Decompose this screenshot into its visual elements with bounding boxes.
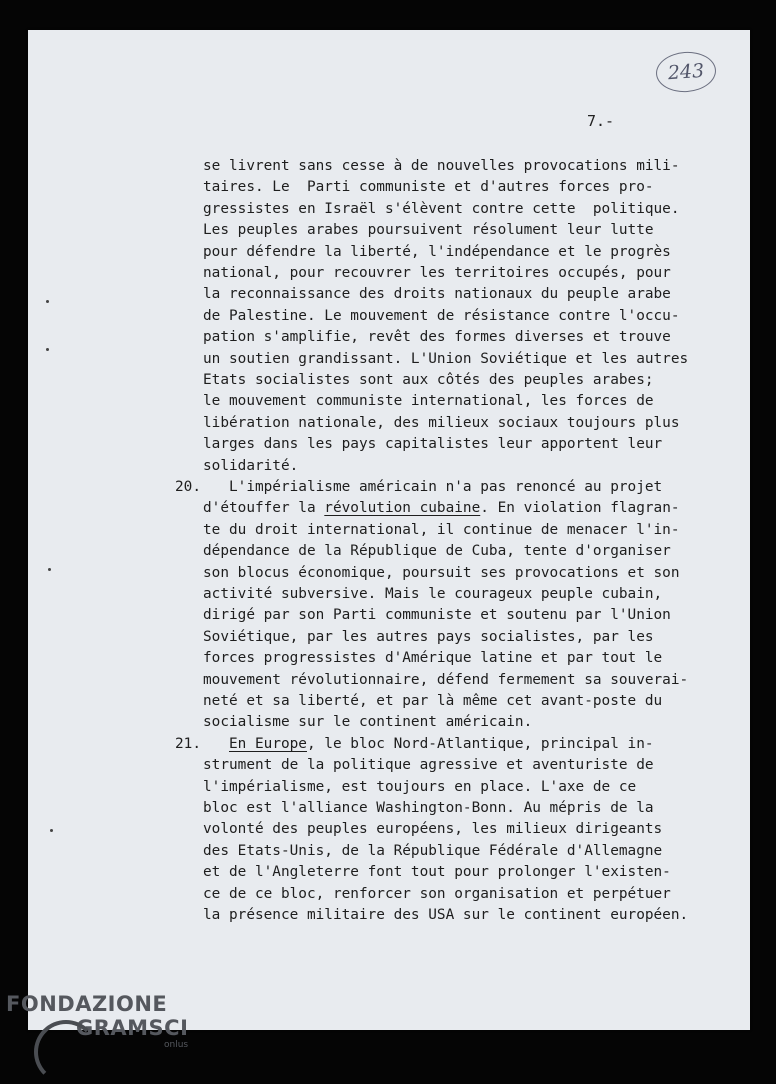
text-segment: pour défendre la liberté, l'indépendance et le progrès bbox=[203, 243, 671, 260]
text-line bbox=[203, 242, 671, 263]
text-segment: , le bloc Nord-Atlantique, principal in- bbox=[306, 735, 654, 752]
text-line bbox=[203, 905, 688, 926]
text-segment: et de l'Angleterre font tout pour prolonger l'existen- bbox=[203, 864, 671, 881]
text-line bbox=[203, 391, 654, 412]
text-line bbox=[203, 520, 680, 541]
text-segment: volonté des peuples européens, les milieux dirigeants bbox=[203, 821, 663, 838]
text-line bbox=[203, 734, 654, 755]
text-line bbox=[203, 284, 671, 305]
text-segment: L'impérialisme américain n'a pas renoncé au projet bbox=[203, 479, 663, 495]
text-segment: Etats socialistes sont aux côtés des peuples arabes; bbox=[203, 372, 654, 388]
text-line bbox=[203, 563, 680, 584]
paragraph-number: 21. bbox=[175, 735, 201, 752]
text-segment: son blocus économique, poursuit ses provocations et son bbox=[203, 564, 680, 581]
text-segment: te du droit international, il continue de menacer l'in- bbox=[203, 521, 680, 538]
text-line bbox=[203, 841, 662, 862]
text-line bbox=[203, 220, 654, 241]
text-line bbox=[203, 777, 636, 798]
margin-mark bbox=[46, 300, 49, 303]
text-line bbox=[203, 670, 688, 691]
text-line bbox=[203, 862, 671, 883]
watermark-line-3: onlus bbox=[164, 1040, 189, 1050]
text-segment: taires. Le Parti communiste et d'autres forces pro- bbox=[203, 179, 654, 196]
text-segment: se livrent sans cesse à de nouvelles provocations mili- bbox=[203, 158, 680, 174]
text-line bbox=[203, 156, 680, 177]
text-line bbox=[203, 712, 532, 733]
text-line bbox=[203, 584, 662, 605]
margin-mark bbox=[46, 348, 49, 351]
text-line bbox=[203, 349, 688, 370]
text-segment: un soutien grandissant. L'Union Soviétique et les autres bbox=[203, 350, 689, 367]
watermark-line-2: GRAMSCI bbox=[76, 1016, 189, 1040]
text-line bbox=[203, 177, 654, 198]
text-line bbox=[203, 627, 654, 648]
text-segment: des Etats-Unis, de la République Fédérale d'Allemagne bbox=[203, 842, 663, 859]
page-number: 7.- bbox=[587, 112, 615, 130]
paragraph-number: 20. bbox=[175, 479, 201, 495]
text-line bbox=[203, 498, 680, 519]
text-segment: libération nationale, des milieux sociaux toujours plus bbox=[203, 414, 680, 431]
text-segment: le mouvement communiste international, les forces de bbox=[203, 393, 654, 410]
text-segment: Soviétique, par les autres pays socialistes, par les bbox=[203, 628, 654, 645]
text-segment: de Palestine. Le mouvement de résistance contre l'occu- bbox=[203, 307, 680, 324]
text-segment: la présence militaire des USA sur le continent européen. bbox=[203, 907, 689, 923]
text-segment bbox=[203, 736, 229, 752]
archive-number-stamp: 243 bbox=[655, 50, 718, 94]
text-line bbox=[203, 413, 680, 434]
text-segment: la reconnaissance des droits nationaux du peuple arabe bbox=[203, 286, 671, 303]
watermark-logo-icon bbox=[34, 1020, 98, 1084]
text-line bbox=[203, 798, 654, 819]
text-segment: . En violation flagran- bbox=[480, 500, 680, 517]
underlined-phrase: En Europe bbox=[229, 735, 307, 752]
text-line bbox=[203, 370, 654, 391]
text-segment: larges dans les pays capitalistes leur apportent leur bbox=[203, 436, 663, 453]
margin-mark bbox=[50, 829, 53, 832]
watermark-line-1: FONDAZIONE bbox=[6, 992, 168, 1016]
text-segment: socialisme sur le continent américain. bbox=[203, 714, 533, 731]
text-segment: ce de ce bloc, renforcer son organisation et perpétuer bbox=[203, 885, 671, 902]
text-segment: activité subversive. Mais le courageux peuple cubain, bbox=[203, 586, 663, 602]
margin-mark bbox=[48, 568, 51, 571]
text-segment: dirigé par son Parti communiste et soutenu par l'Union bbox=[203, 607, 671, 624]
text-segment: l'impérialisme, est toujours en place. L'axe de ce bbox=[203, 778, 637, 795]
text-line bbox=[203, 541, 671, 562]
text-segment: d'étouffer la bbox=[203, 500, 325, 517]
text-segment: forces progressistes d'Amérique latine et par tout le bbox=[203, 650, 663, 667]
text-segment: mouvement révolutionnaire, défend fermement sa souverai- bbox=[203, 671, 689, 688]
text-segment: national, pour recouvrer les territoires occupés, pour bbox=[203, 265, 671, 281]
archive-watermark bbox=[6, 994, 188, 1050]
text-segment: dépendance de la République de Cuba, tente d'organiser bbox=[203, 543, 671, 560]
text-line bbox=[203, 819, 662, 840]
text-line bbox=[203, 263, 671, 284]
underlined-phrase: révolution cubaine bbox=[324, 500, 481, 517]
text-line bbox=[203, 327, 671, 348]
text-segment: strument de la politique agressive et aventuriste de bbox=[203, 757, 654, 774]
text-segment: pation s'amplifie, revêt des formes diverses et trouve bbox=[203, 329, 671, 346]
text-line bbox=[203, 648, 662, 669]
text-segment: bloc est l'alliance Washington-Bonn. Au mépris de la bbox=[203, 800, 654, 816]
text-line bbox=[203, 691, 662, 712]
text-segment: solidarité. bbox=[203, 457, 299, 474]
text-line bbox=[203, 434, 662, 455]
text-line bbox=[203, 755, 654, 776]
text-line bbox=[203, 605, 671, 626]
text-line bbox=[203, 456, 298, 477]
text-segment: neté et sa liberté, et par là même cet avant-poste du bbox=[203, 693, 663, 709]
text-line bbox=[203, 477, 662, 498]
text-line bbox=[203, 884, 671, 905]
text-line bbox=[203, 199, 680, 220]
text-segment: Les peuples arabes poursuivent résolument leur lutte bbox=[203, 222, 654, 239]
text-line bbox=[203, 306, 680, 327]
text-segment: gressistes en Israël s'élèvent contre cette politique. bbox=[203, 200, 680, 217]
